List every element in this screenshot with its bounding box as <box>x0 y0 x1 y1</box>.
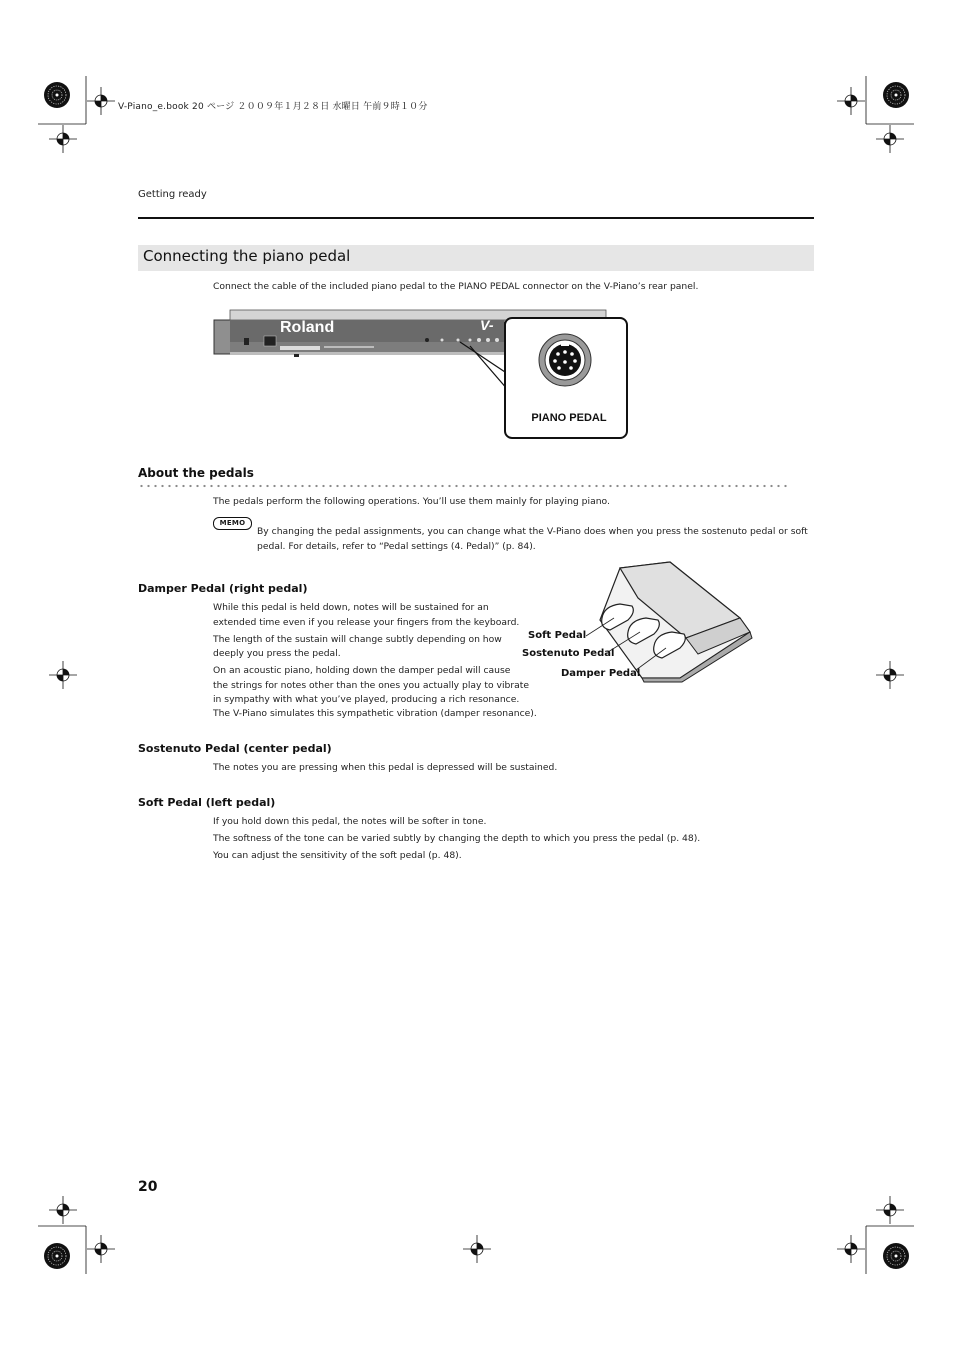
soft-line-2: The softness of the tone can be varied subtly by changing the depth to which you press the pedal (p. 48). <box>213 833 701 844</box>
pedal-unit-figure <box>580 560 754 684</box>
damper-line-8: The V-Piano simulates this sympathetic vibration (damper resonance). <box>213 708 537 719</box>
memo-badge: MEMO <box>213 517 252 530</box>
header-rule <box>138 217 814 219</box>
sostenuto-pedal-label: Sostenuto Pedal <box>522 648 615 659</box>
damper-line-6: the strings for notes other than the ones you actually play to vibrate <box>213 680 530 691</box>
piano-pedal-connector-label: PIANO PEDAL <box>531 412 607 424</box>
damper-line-5: On an acoustic piano, holding down the damper pedal will cause <box>213 665 511 676</box>
damper-line-2: extended time even if you release your fingers from the keyboard. <box>213 617 520 628</box>
print-slug: V-Piano_e.book 20 ページ ２００９年１月２８日 水曜日 午前９時１０分 <box>118 102 428 112</box>
section-title: Connecting the piano pedal <box>143 247 351 265</box>
damper-line-4: deeply you press the pedal. <box>213 648 341 659</box>
sostenuto-heading: Sostenuto Pedal (center pedal) <box>138 742 332 755</box>
sostenuto-text: The notes you are pressing when this pedal is depressed will be sustained. <box>213 762 558 773</box>
memo-text-line-2: pedal. For details, refer to “Pedal settings (4. Pedal)” (p. 84). <box>257 541 536 552</box>
soft-pedal-label: Soft Pedal <box>528 630 587 641</box>
soft-line-1: If you hold down this pedal, the notes will be softer in tone. <box>213 816 487 827</box>
rear-panel-figure <box>212 308 632 442</box>
damper-line-1: While this pedal is held down, notes will be sustained for an <box>213 602 489 613</box>
running-head: Getting ready <box>138 189 207 200</box>
about-pedals-text: The pedals perform the following operations. You’ll use them mainly for playing piano. <box>213 496 610 507</box>
soft-line-3: You can adjust the sensitivity of the soft pedal (p. 48). <box>213 850 462 861</box>
dotted-divider <box>138 484 790 488</box>
page-number: 20 <box>138 1179 158 1195</box>
damper-heading: Damper Pedal (right pedal) <box>138 582 308 595</box>
about-pedals-heading: About the pedals <box>138 466 254 480</box>
damper-line-3: The length of the sustain will change subtly depending on how <box>213 634 502 645</box>
panel-brand-logo: Roland <box>280 319 335 336</box>
panel-model-partial: V- <box>480 317 494 333</box>
memo-text-line-1: By changing the pedal assignments, you can change what the V-Piano does when you press the sostenuto pedal or soft <box>257 526 808 537</box>
intro-text: Connect the cable of the included piano pedal to the PIANO PEDAL connector on the V-Piano’s rear panel. <box>213 281 699 292</box>
damper-pedal-label: Damper Pedal <box>561 668 641 679</box>
damper-line-7: in sympathy with what you’ve played, producing a rich resonance. <box>213 694 520 705</box>
soft-heading: Soft Pedal (left pedal) <box>138 796 276 809</box>
